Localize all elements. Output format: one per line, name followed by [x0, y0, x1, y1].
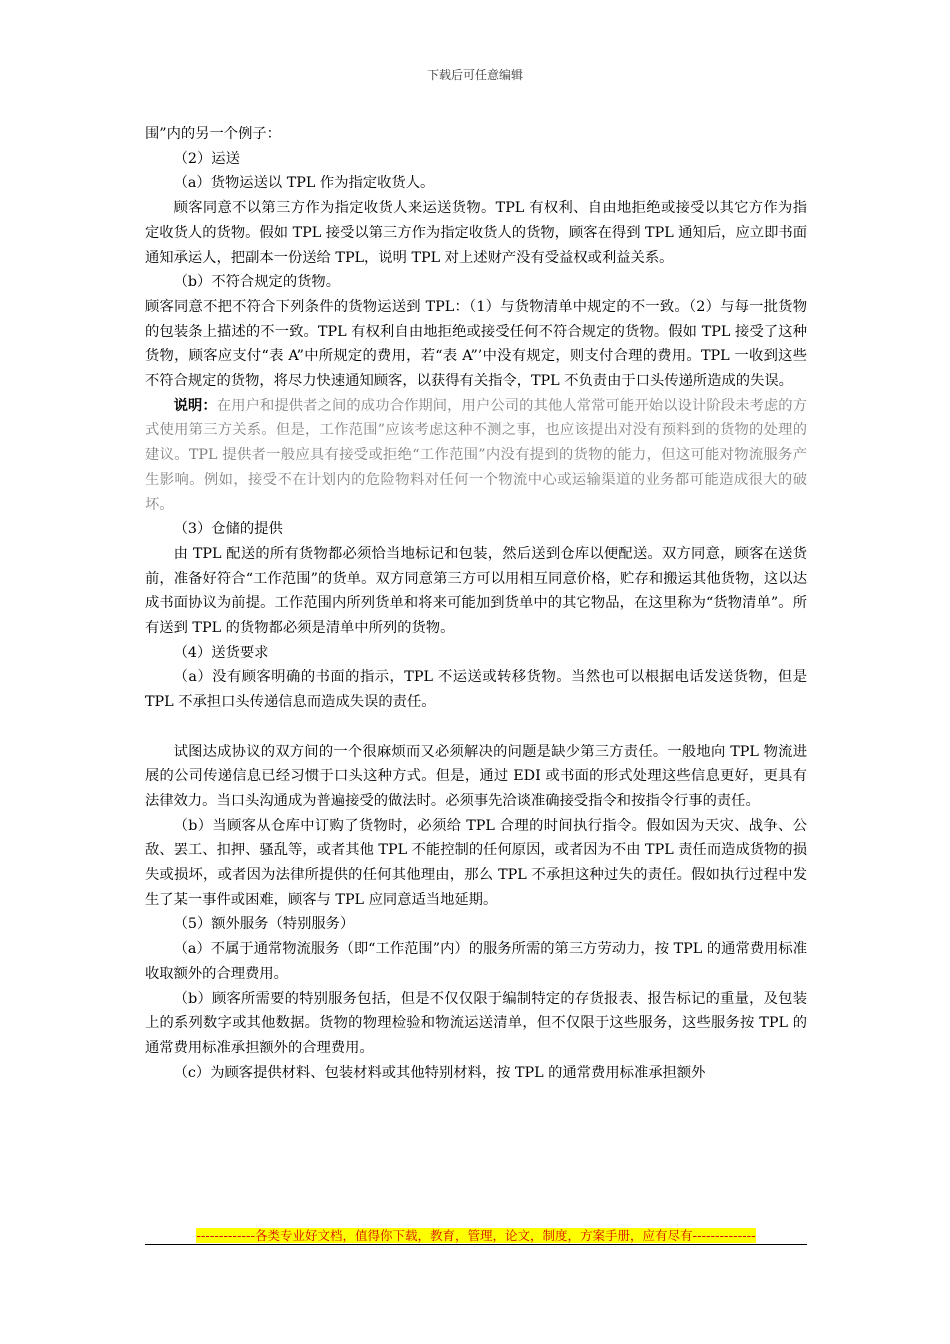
note-paragraph	[145, 394, 807, 518]
note-text: 在用户和提供者之间的成功合作期间，用户公司的其他人常常可能开始以设计阶段未考虑的方式使用第三方关系。但是，工作范围”应该考虑这种不测之事，也应该提出对没有预料到的货物的处理的建议。TPL 提供者一般应具有接受或拒绝“工作范围”内没有提到的货物的能力，但这可能对物流服务产生影响。例如，接受不在计划内的危险物料对任何一个物流中心或运输渠道的业务都可能造成很大的破坏。	[145, 397, 808, 513]
paragraph: （c）为顾客提供材料、包装材料或其他特别材料，按 TPL 的通常费用标准承担额外	[173, 1064, 706, 1081]
paragraph: 围”内的另一个例子：	[145, 126, 281, 142]
paragraph: 试图达成协议的双方间的一个很麻烦而又必须解决的问题是缺少第三方责任。一般地向 TPL 物流进展的公司传递信息已经习惯于口头这种方式。但是，通过 EDI 或书面的形式处理这些信息更好，更具有法律效力。当口头沟通成为普遍接受的做法时。必须事先洽谈准确接受指令和按指令行事的责任。	[145, 743, 807, 809]
footer-banner: -------------各类专业好文档，值得你下载，教育，管理，论文，制度，方案手册，应有尽有--------------	[196, 1228, 756, 1243]
paragraph: （a）不属于通常物流服务（即“工作范围”内）的服务所需的第三方劳动力，按 TPL 的通常费用标准收取额外的合理费用。	[145, 941, 807, 982]
section-heading: （4）送货要求	[173, 644, 269, 661]
paragraph: 由 TPL 配送的所有货物都必须恰当地标记和包装，然后送到仓库以便配送。双方同意，顾客在送货前，准备好符合“工作范围”的货单。双方同意第三方可以用相互同意价格，贮存和搬运其他货物，这以达成书面协议为前提。工作范围内所列货单和将来可能加到货单中的其它物品，在这里称为“货物清单”。所有送到 TPL 的货物都必须是清单中所列的货物。	[145, 545, 807, 637]
page-header: 下载后可任意编辑	[426, 68, 523, 82]
paragraph: （b）当顾客从仓库中订购了货物时，必须给 TPL 合理的时间执行指令。假如因为天灾、战争、公敌、罢工、扣押、骚乱等，或者其他 TPL 不能控制的任何原因，或者因为不由 TPL 责任而造成货物的损失或损坏，或者因为法律所提供的任何其他理由，那么 TPL 不承担这种过失的责任。假如执行过程中发生了某一事件或困难，顾客与 TPL 应同意适当地延期。	[145, 817, 807, 908]
document-body	[145, 122, 807, 1085]
section-heading: （2）运送	[173, 150, 240, 167]
note-label: 说明：	[173, 397, 217, 414]
page-footer	[145, 1226, 807, 1244]
section-heading: （5）额外服务（特别服务）	[173, 916, 355, 933]
paragraph: （a）没有顾客明确的书面的指示，TPL 不运送或转移货物。当然也可以根据电话发送货物，但是 TPL 不承担口头传递信息而造成失误的责任。	[145, 669, 807, 711]
subsection-heading: （b）不符合规定的货物。	[173, 274, 341, 291]
subsection-heading: （a）货物运送以 TPL 作为指定收货人。	[173, 175, 435, 192]
paragraph: 顾客同意不以第三方作为指定收货人来运送货物。TPL 有权利、自由地拒绝或接受以其它方作为指定收货人的货物。假如 TPL 接受以第三方作为指定收货人的货物，顾客在得到 TPL 通知后，应立即书面通知承运人，把副本一份送给 TPL，说明 TPL 对上述财产没有受益权或利益关系。	[145, 200, 807, 266]
paragraph: （b）顾客所需要的特别服务包括，但是不仅仅限于编制特定的存货报表、报告标记的重量，及包装上的系列数字或其他数据。货物的物理检验和物流运送清单，但不仅限于这些服务，这些服务按 TPL 的通常费用标准承担额外的合理费用。	[145, 990, 807, 1056]
paragraph: 顾客同意不把不符合下列条件的货物运送到 TPL：（1）与货物清单中规定的不一致。（2）与每一批货物的包装条上描述的不一致。TPL 有权利自由地拒绝或接受任何不符合规定的货物。假如 TPL 接受了这种货物，顾客应支付“表 A”中所规定的费用，若“表 A”’中没有规定，则支付合理的费用。TPL 一收到这些不符合规定的货物，将尽力快速通知顾客，以获得有关指令，TPL 不负责由于口头传递所造成的失误。	[145, 298, 807, 390]
blank-line	[145, 715, 807, 740]
section-heading: （3）仓储的提供	[173, 521, 283, 538]
footer-rule	[145, 1244, 807, 1245]
